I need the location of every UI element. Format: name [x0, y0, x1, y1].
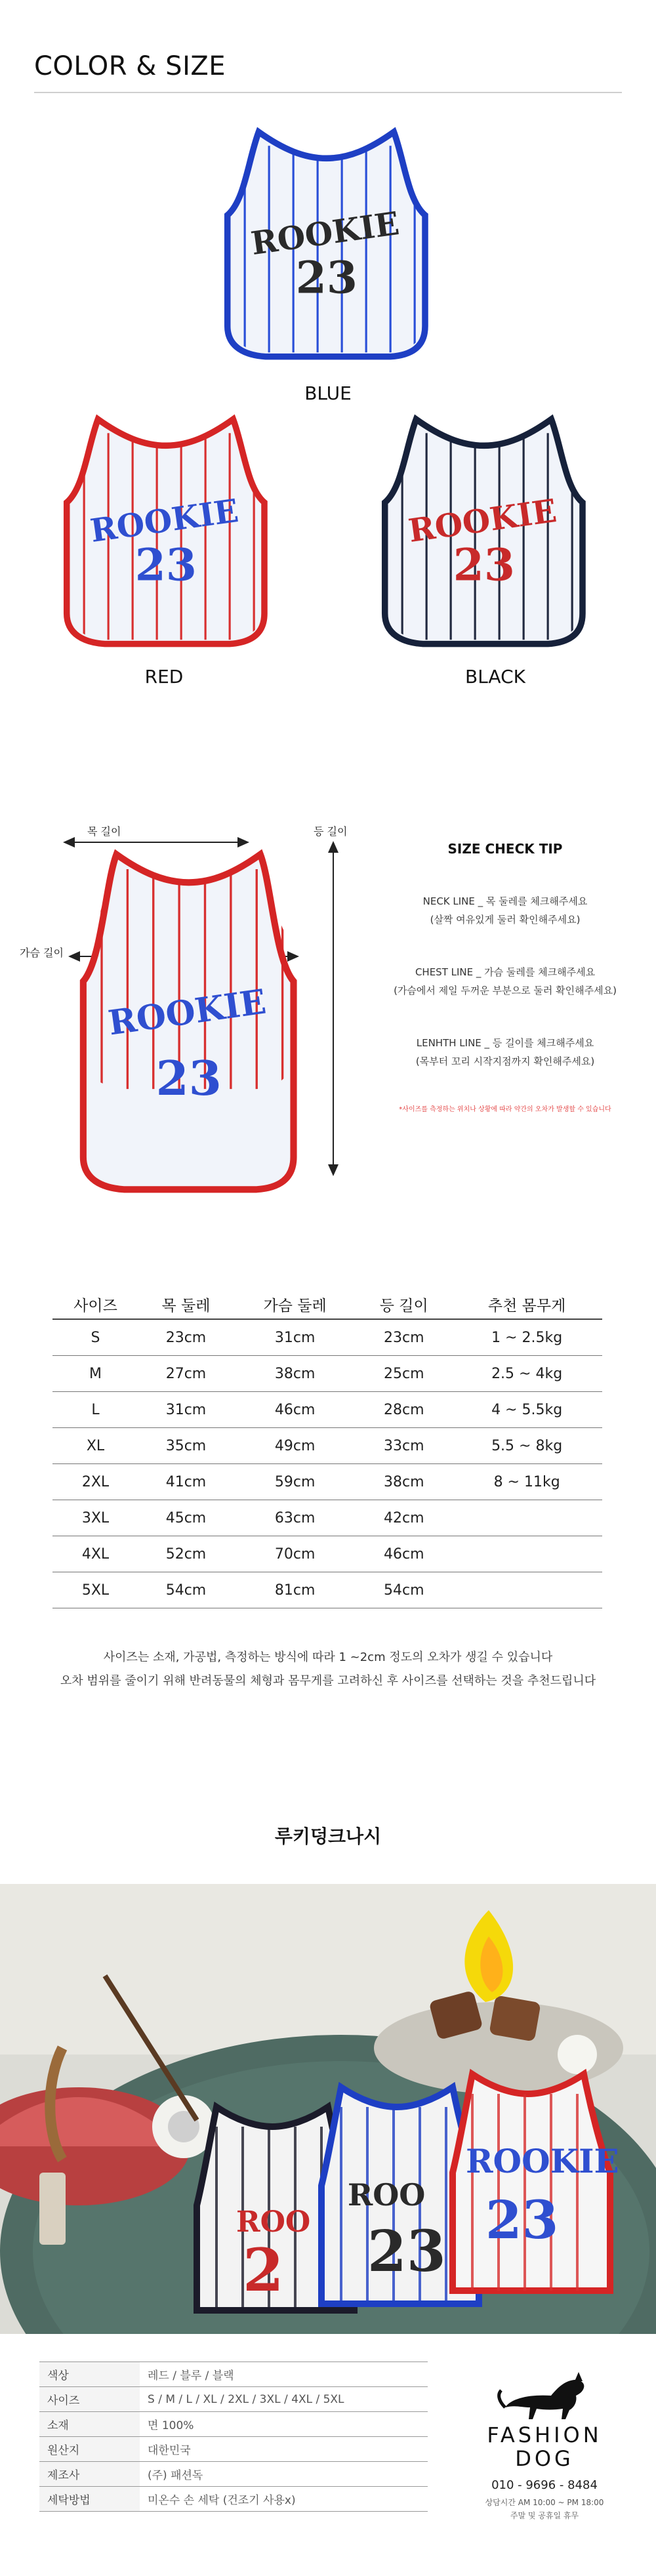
size-table-cell: 23cm: [138, 1319, 234, 1356]
size-table-row: [52, 1464, 602, 1500]
spec-value: 미온수 손 세탁 (건조기 사용x): [140, 2487, 428, 2512]
size-table-cell: [451, 1500, 602, 1536]
svg-text:ROOKIE: ROOKIE: [106, 981, 269, 1044]
tip-length-line2: (목부터 꼬리 시작지점까지 확인해주세요): [415, 1055, 595, 1067]
size-table-cell: 8 ~ 11kg: [451, 1464, 602, 1500]
size-table-cell: 4 ~ 5.5kg: [451, 1392, 602, 1428]
spec-key: 세탁방법: [39, 2487, 140, 2512]
svg-text:23: 23: [485, 2189, 559, 2251]
size-table-cell: 2.5 ~ 4kg: [451, 1356, 602, 1392]
size-table-cell: 4XL: [52, 1536, 138, 1572]
size-table: [52, 1290, 602, 1608]
shirt-black-image: [371, 405, 600, 655]
product-photo: [0, 1884, 656, 2334]
size-note-1: 사이즈는 소재, 가공법, 측정하는 방식에 따라 1 ~2cm 정도의 오차가 생길 수 있습니다: [103, 1650, 553, 1664]
size-table-cell: 81cm: [234, 1572, 356, 1608]
tip-length-line1: LENHTH LINE _ 등 길이를 체크해주세요: [416, 1037, 594, 1049]
spec-table: [39, 2361, 428, 2512]
size-table-cell: [451, 1536, 602, 1572]
color-label-black: BLACK: [464, 666, 526, 687]
size-table-cell: 46cm: [356, 1536, 451, 1572]
product-name: 루키덩크나시: [274, 1826, 382, 1847]
size-table-cell: XL: [52, 1428, 138, 1464]
svg-text:ROOKIE: ROOKIE: [466, 2142, 619, 2180]
size-table-cell: 23cm: [356, 1319, 451, 1356]
color-label-blue: BLUE: [304, 382, 352, 404]
tip-neck-line1: NECK LINE _ 목 둘레를 체크해주세요: [422, 895, 588, 907]
size-table-cell: 35cm: [138, 1428, 234, 1464]
title-divider: [34, 92, 622, 93]
size-note-2: 오차 범위를 줄이기 위해 반려동물의 체형과 몸무게를 고려하신 후 사이즈를 선택하는 것을 추천드립니다: [60, 1674, 596, 1688]
brand-name-line2: DOG: [515, 2446, 574, 2471]
brand-phone: 010 - 9696 - 8484: [491, 2478, 598, 2492]
size-table-cell: 1 ~ 2.5kg: [451, 1319, 602, 1356]
spec-value: 대한민국: [140, 2437, 428, 2462]
size-table-cell: 33cm: [356, 1428, 451, 1464]
size-table-row: [52, 1572, 602, 1608]
tip-note: *사이즈를 측정하는 위치나 상황에 따라 약간의 오차가 발생할 수 있습니다: [399, 1106, 611, 1113]
neck-length-label: 목 길이: [87, 825, 121, 838]
brand-name-line1: FASHION: [487, 2423, 602, 2447]
svg-text:ROOKIE: ROOKIE: [249, 205, 402, 263]
spec-value: (주) 패션독: [140, 2462, 428, 2487]
size-table-cell: 45cm: [138, 1500, 234, 1536]
shirt-blue-image: [213, 118, 443, 367]
size-table-cell: 25cm: [356, 1356, 451, 1392]
size-table-row: [52, 1500, 602, 1536]
spec-row: [39, 2362, 428, 2387]
svg-text:ROO: ROO: [348, 2177, 426, 2213]
col-header: 가슴 둘레: [234, 1290, 356, 1319]
svg-text:23: 23: [295, 251, 358, 304]
tip-chest-line1: CHEST LINE _ 가슴 둘레를 체크해주세요: [415, 966, 596, 978]
svg-text:ROOKIE: ROOKIE: [88, 492, 241, 550]
shirt-red-image: [52, 405, 282, 655]
svg-text:ROO: ROO: [236, 2205, 311, 2239]
tip-chest-line2: (가슴에서 제일 두꺼운 부분으로 둘러 확인해주세요): [394, 985, 617, 996]
size-table-cell: 38cm: [234, 1356, 356, 1392]
size-table-cell: 28cm: [356, 1392, 451, 1428]
svg-text:2: 2: [243, 2236, 284, 2305]
size-table-cell: 52cm: [138, 1536, 234, 1572]
size-table-cell: 54cm: [138, 1572, 234, 1608]
size-table-cell: [451, 1572, 602, 1608]
spec-row: [39, 2437, 428, 2462]
tips-title: SIZE CHECK TIP: [447, 841, 563, 857]
spec-key: 색상: [39, 2362, 140, 2387]
spec-row: [39, 2412, 428, 2437]
size-table-row: [52, 1428, 602, 1464]
col-header: 등 길이: [356, 1290, 451, 1319]
size-table-cell: 27cm: [138, 1356, 234, 1392]
spec-row: [39, 2387, 428, 2412]
tip-neck-line2: (살짝 여유있게 둘러 확인해주세요): [430, 914, 581, 926]
size-table-cell: 54cm: [356, 1572, 451, 1608]
spec-row: [39, 2487, 428, 2512]
size-table-cell: 2XL: [52, 1464, 138, 1500]
back-length-label: 등 길이: [314, 825, 348, 838]
spec-key: 원산지: [39, 2437, 140, 2462]
size-table-cell: L: [52, 1392, 138, 1428]
svg-text:23: 23: [367, 2218, 446, 2285]
size-table-header: [52, 1290, 602, 1319]
svg-text:23: 23: [453, 538, 515, 591]
spec-value: 면 100%: [140, 2412, 428, 2437]
size-table-cell: 31cm: [234, 1319, 356, 1356]
size-table-cell: 70cm: [234, 1536, 356, 1572]
brand-hours: 상담시간 AM 10:00 ~ PM 18:00: [485, 2498, 604, 2507]
spec-row: [39, 2462, 428, 2487]
svg-text:ROOKIE: ROOKIE: [406, 492, 560, 550]
size-table-cell: 42cm: [356, 1500, 451, 1536]
color-label-red: RED: [144, 666, 184, 687]
photo-shirt-red: [453, 2074, 619, 2291]
size-table-cell: 46cm: [234, 1392, 356, 1428]
size-table-cell: 49cm: [234, 1428, 356, 1464]
col-header: 추천 몸무게: [451, 1290, 602, 1319]
size-table-row: [52, 1392, 602, 1428]
size-table-cell: 3XL: [52, 1500, 138, 1536]
size-table-row: [52, 1319, 602, 1356]
spec-value: 레드 / 블루 / 블랙: [140, 2362, 428, 2387]
size-table-cell: M: [52, 1356, 138, 1392]
size-table-row: [52, 1356, 602, 1392]
col-header: 사이즈: [52, 1290, 138, 1319]
size-table-cell: 5.5 ~ 8kg: [451, 1428, 602, 1464]
size-table-cell: S: [52, 1319, 138, 1356]
size-table-cell: 63cm: [234, 1500, 356, 1536]
size-table-cell: 38cm: [356, 1464, 451, 1500]
page-title: COLOR & SIZE: [34, 51, 226, 81]
col-header: 목 둘레: [138, 1290, 234, 1319]
spec-value: S / M / L / XL / 2XL / 3XL / 4XL / 5XL: [140, 2387, 428, 2412]
size-table-cell: 41cm: [138, 1464, 234, 1500]
dog-logo-icon: [492, 2361, 597, 2421]
size-table-cell: 5XL: [52, 1572, 138, 1608]
size-table-row: [52, 1536, 602, 1572]
spec-key: 소재: [39, 2412, 140, 2437]
size-table-cell: 31cm: [138, 1392, 234, 1428]
svg-text:23: 23: [134, 538, 197, 591]
svg-text:23: 23: [155, 1050, 222, 1106]
brand-closed: 주말 및 공휴일 휴무: [510, 2511, 579, 2520]
brand-block: [453, 2361, 636, 2522]
shirt-diagram-image: [72, 840, 308, 1194]
size-table-cell: 59cm: [234, 1464, 356, 1500]
spec-key: 사이즈: [39, 2387, 140, 2412]
chest-length-label: 가슴 길이: [20, 947, 64, 959]
spec-key: 제조사: [39, 2462, 140, 2487]
